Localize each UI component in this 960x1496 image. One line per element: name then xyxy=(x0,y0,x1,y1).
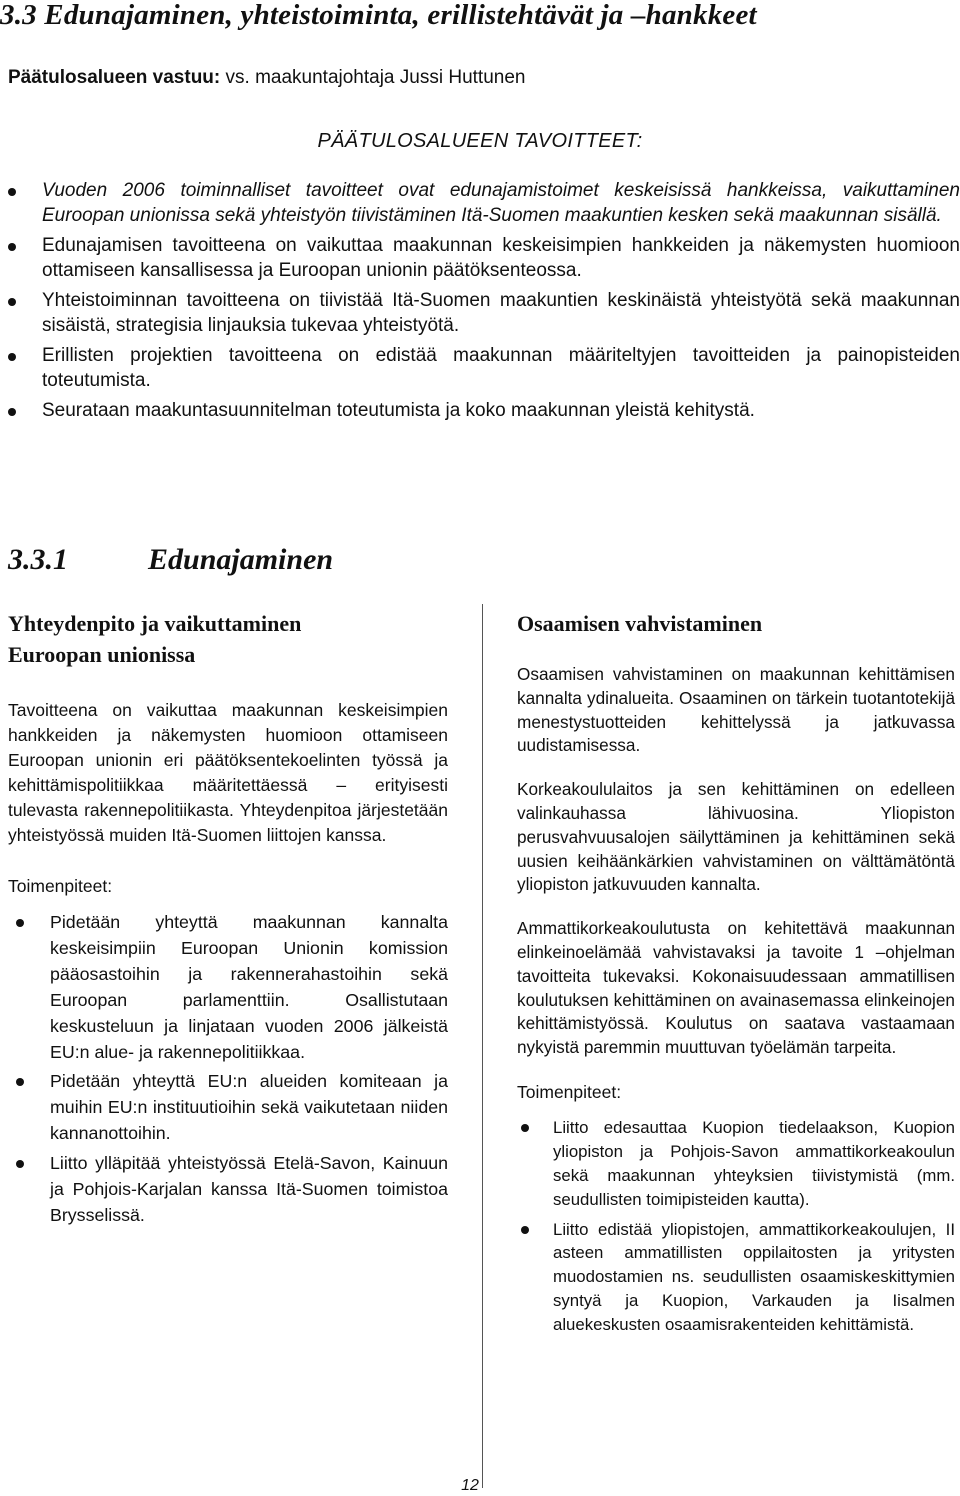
responsibility-value: vs. maakuntajohtaja Jussi Huttunen xyxy=(225,67,526,88)
responsibility-line xyxy=(8,66,525,90)
subsection-number: 3.3.1 xyxy=(8,543,68,576)
right-column xyxy=(517,608,955,1343)
bullet-icon xyxy=(8,408,16,416)
bullet-icon xyxy=(8,243,16,251)
goal-item: Seurataan maakuntasuunnitelman toteutumista ja koko maakunnan yleistä kehitystä. xyxy=(0,399,960,424)
right-paragraph: Korkeakoululaitos ja sen kehittäminen on edelleen valinkauhassa lähivuosina. Yliopiston perusvahvuusalojen säilyttäminen ja kehittäminen sekä uusien keihäänkärkien vahvistaminen on välttämätöntä yliopiston jatkuvuuden kannalta. xyxy=(517,779,955,895)
goals-list xyxy=(0,179,960,430)
responsibility-label: Päätulosalueen vastuu: xyxy=(8,67,221,88)
bullet-icon xyxy=(8,298,16,306)
left-column-heading: Yhteydenpito ja vaikuttaminen Euroopan unionissa xyxy=(8,611,302,667)
bullet-icon xyxy=(16,1078,24,1086)
column-divider xyxy=(482,604,483,1488)
measure-item: Liitto edesauttaa Kuopion tiedelaakson, Kuopion yliopiston ja Pohjois-Savon ammattikorkeakoulun sekä maakunnan yhteyksien tiivistymistä (mm. seudullisten toimipisteiden kautta). xyxy=(517,1116,955,1212)
bullet-icon xyxy=(521,1124,529,1132)
left-column xyxy=(8,608,448,1233)
bullet-icon xyxy=(16,1160,24,1168)
goal-item: Erillisten projektien tavoitteena on edistää maakunnan määriteltyjen tavoitteiden ja painopisteiden toteutumista. xyxy=(0,344,960,393)
measure-item: Liitto ylläpitää yhteistyössä Etelä-Savon, Kainuun ja Pohjois-Karjalan kanssa Itä-Suomen toimistoa Brysselissä. xyxy=(8,1151,448,1229)
right-paragraph: Osaamisen vahvistaminen on maakunnan kehittämisen kannalta ydinalueita. Osaaminen on tärkein tuotantotekijä menestystuotteiden kehittelyssä ja jatkuvassa uudistamisessa. xyxy=(517,664,955,756)
bullet-icon xyxy=(8,188,16,196)
goals-title: PÄÄTULOSALUEEN TAVOITTEET: xyxy=(317,130,643,152)
bullet-icon xyxy=(16,919,24,927)
right-column-text xyxy=(517,663,955,1060)
left-measures-label: Toimenpiteet: xyxy=(8,876,113,896)
measure-item: Pidetään yhteyttä maakunnan kannalta keskeisimpiin Euroopan Unionin komission pääosastoihin ja rakennerahastoihin sekä Euroopan parlamenttiin. Osallistutaan keskusteluun ja linjataan vuoden 2006 jälkeistä EU:n alue- ja rakennepolitiikkaa. xyxy=(8,910,448,1065)
section-heading: 3.3 Edunajaminen, yhteistoiminta, erillistehtävät ja –hankkeet xyxy=(0,0,757,31)
right-measures-list xyxy=(517,1116,955,1337)
bullet-icon xyxy=(8,353,16,361)
goal-item: Yhteistoiminnan tavoitteena on tiivistää Itä-Suomen maakuntien keskinäistä yhteistyötä sekä maakunnan sisäistä, strategisia linjauksia tukevaa yhteistyötä. xyxy=(0,289,960,338)
subsection-title: Edunajaminen xyxy=(148,543,334,576)
page-number: 12 xyxy=(461,1477,479,1494)
goal-item: Vuoden 2006 toiminnalliset tavoitteet ovat edunajamistoimet keskeisissä hankkeissa, vaikuttaminen Euroopan unionissa sekä yhteistyön tiivistäminen Itä-Suomen maakuntien kesken sekä maakunnan sisällä. xyxy=(0,179,960,228)
goal-item: Edunajamisen tavoitteena on vaikuttaa maakunnan keskeisimpien hankkeiden ja näkemysten huomioon ottamiseen kansallisessa ja Euroopan unionin päätöksenteossa. xyxy=(0,234,960,283)
left-measures-list xyxy=(8,910,448,1229)
measure-item: Pidetään yhteyttä EU:n alueiden komiteaan ja muihin EU:n instituutioihin sekä vaikutetaan niiden kannanottoihin. xyxy=(8,1069,448,1147)
right-paragraph: Ammattikorkeakoulutusta on kehitettävä maakunnan elinkeinoelämää vahvistavaksi ja tavoite 1 –ohjelman tavoitteita tukevaksi. Kokonaisuudessaan ammatillisen koulutuksen kehittäminen on avainasemassa elinkeinojen kehittämistyössä. Koulutus on saatava vastaamaan nykyistä paremmin muuttuvan työelämän tarpeita. xyxy=(517,918,955,1058)
right-measures-label: Toimenpiteet: xyxy=(517,1081,622,1102)
bullet-icon xyxy=(521,1226,529,1234)
measure-item: Liitto edistää yliopistojen, ammattikorkeakoulujen, II asteen ammatillisten oppilaitosten ja yritysten muodostamien ns. seudullisten osaamiskeskittymien syntyä ja Kuopion, Varkauden ja Iisalmen aluekeskusten osaamisrakenteiden kehittämistä. xyxy=(517,1218,955,1338)
right-column-heading: Osaamisen vahvistaminen xyxy=(517,611,763,636)
subsection-heading xyxy=(8,543,333,577)
left-column-paragraph: Tavoitteena on vaikuttaa maakunnan keskeisimpien hankkeiden ja näkemysten huomioon ottamiseen Euroopan unionin eri päätöksentekoelinten työssä ja kehittämispolitiikkaa määritettäessä – erityisesti tulevasta rakennepolitiikasta. Yhteydenpitoa järjestetään yhteistyössä muiden Itä-Suomen liittojen kanssa. xyxy=(8,700,448,845)
